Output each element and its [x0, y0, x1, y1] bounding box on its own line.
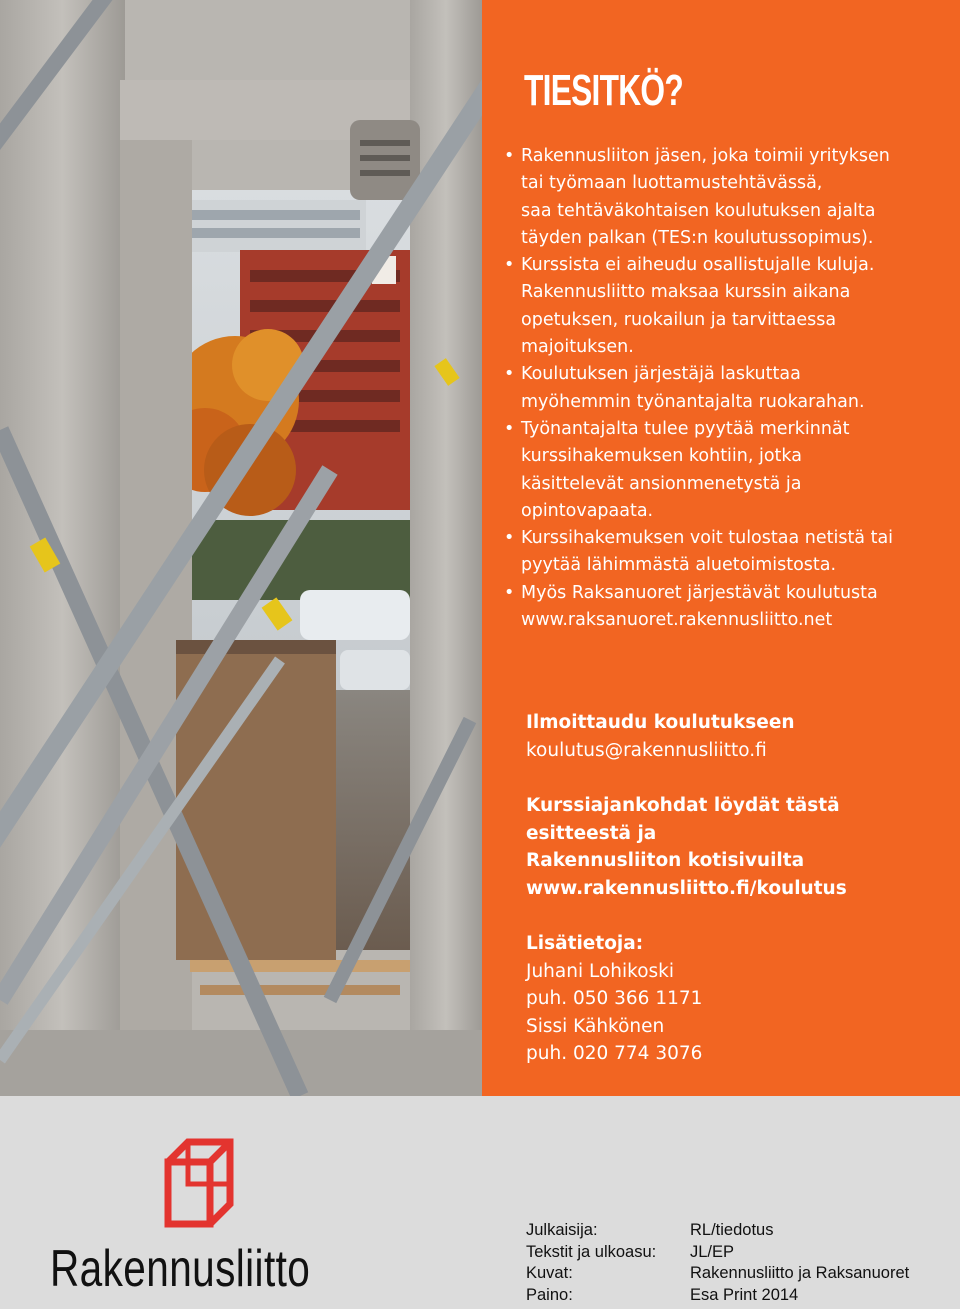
construction-photo [0, 0, 482, 1096]
credit-row: Tekstit ja ulkoasu: JL/EP [526, 1242, 735, 1261]
contact-section [526, 930, 946, 1068]
course-dates-link[interactable]: www.rakennusliitto.fi/koulutus [526, 877, 847, 899]
credit-row: Paino: Esa Print 2014 [526, 1285, 799, 1304]
list-item: • Koulutuksen järjestäjä laskuttaa myöhemmin työnantajalta ruokarahan. [502, 361, 948, 416]
signup-title: Ilmoittaudu koulutukseen [526, 712, 795, 733]
course-dates-section: Kurssiajankohdat löydät tästä esitteestä ja Rakennusliiton kotisivuilta www.rakennusliitto.fi/koulutus [526, 792, 946, 902]
logo-wordmark: Rakennusliitto [50, 1240, 311, 1298]
credit-row: Kuvat: Rakennusliitto ja Raksanuoret [526, 1264, 910, 1282]
list-item: • Kurssista ei aiheudu osallistujalle kuluja. Rakennusliitto maksaa kurssin aikana opetuksen, ruokailun ja tarvittaessa majoituksen. [502, 252, 948, 361]
cube-icon [164, 1136, 234, 1232]
credits-table [526, 1220, 909, 1306]
list-item: • Rakennusliiton jäsen, joka toimii yrityksen tai työmaan luottamustehtävässä, saa tehtäväkohtaisen koulutuksen ajalta täyden palkan (TES:n koulutussopimus). [502, 143, 948, 252]
contact-title: Lisätietoja: [526, 933, 644, 954]
contact-phone: puh. 050 366 1171 [526, 988, 703, 1009]
signup-section [526, 709, 946, 764]
list-item: • Kurssihakemuksen voit tulostaa netistä tai pyytää lähimmästä aluetoimistosta. [502, 525, 948, 580]
contact-name: Juhani Lohikoski [526, 960, 675, 982]
contact-phone: puh. 020 774 3076 [526, 1043, 703, 1064]
page-title: TIESITKÖ? [524, 66, 683, 115]
facts-list [502, 143, 948, 634]
contact-name: Sissi Kähkönen [526, 1015, 665, 1037]
signup-email-link[interactable]: koulutus@rakennusliitto.fi [526, 739, 767, 761]
list-item: • Myös Raksanuoret järjestävät koulutusta www.raksanuoret.rakennusliitto.net [502, 580, 948, 635]
credit-row: Julkaisija: RL/tiedotus [526, 1221, 774, 1239]
footer [0, 1096, 960, 1309]
raksanuoret-link[interactable]: www.raksanuoret.rakennusliitto.net [521, 610, 833, 631]
list-item: • Työnantajalta tulee pyytää merkinnät kurssihakemuksen kohtiin, jotka käsittelevät ansionmenetystä ja opintovapaata. [502, 416, 948, 525]
info-panel [482, 0, 960, 1096]
